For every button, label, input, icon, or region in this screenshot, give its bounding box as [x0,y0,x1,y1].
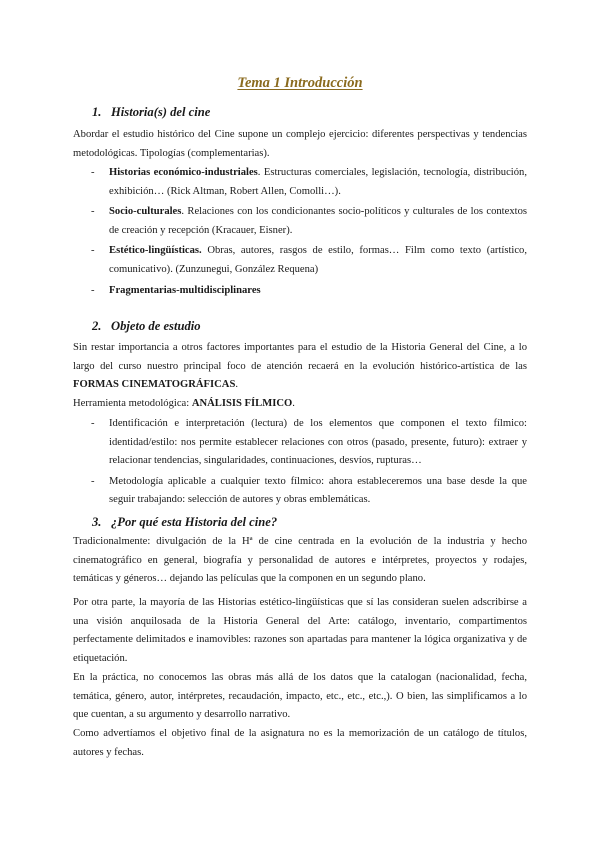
list-item: - Historias económico-industriales. Estructuras comerciales, legislación, tecnología, distribución, exhibición… (Rick Altman, Robert Allen, Comolli…). [91,167,527,197]
section-3-paragraph-4: Como advertíamos el objetivo final de la asignatura no es la memorización de un catálogo de títulos, autores y fechas. [73,728,527,758]
list-item: - Identificación e interpretación (lectura) de los elementos que componen el texto fílmico: identidad/estilo: nos permite establecer relaciones con otros (pasado, presente, futuro): extraer y relacionar tendencias, singularidades, continuaciones, desvíos, rupturas… [91,418,527,467]
formas-cinematograficas-text: FORMAS CINEMATOGRÁFICAS [73,379,236,391]
section-3-heading [92,513,277,531]
page-title: Tema 1 Introducción [237,75,363,91]
section-2-heading [92,317,201,335]
analisis-filmico-text: ANÁLISIS FÍLMICO [191,398,293,409]
section-1-heading [92,103,210,121]
list-item: - Fragmentarias-multidisciplinares [91,284,261,296]
list-item: - Estético-lingüísticas. Obras, autores, rasgos de estilo, formas… Film como texto (artístico, comunicativo). (Zunzunegui, González Requena) [91,245,527,275]
section-1-title: Historia(s) del cine [111,105,211,119]
list-item: - Socio-culturales. Relaciones con los condicionantes socio-políticos y culturales de los contextos de creación y recepción (Kracauer, Eisner). [91,206,527,236]
section-1-number: 1. [92,105,102,119]
section-3-paragraph-1: Tradicionalmente: divulgación de la Hª de cine centrada en la evolución de la industria y hecho cinematográfico en general, biografía y personalidad de autores e intérpretes, proyectos y rodajes, temáticas y géneros… dejando las películas que la componen en un segundo plano. [73,536,527,585]
section-2-list [73,415,527,510]
section-1-list [73,164,527,300]
list-item: - Metodología aplicable a cualquier texto fílmico: ahora estableceremos una base desde la que seguir trabajando: selección de autores y obras emblemáticas. [91,475,527,506]
section-2-paragraph: Sin restar importancia a otros factores importantes para el estudio de la Historia General del Cine, a lo largo del curso nuestro principal foco de atención recaerá en la evolución histórico-artística de las FORMAS CINEMATOGRÁFICAS. [73,342,527,391]
section-3-paragraph-2: Por otra parte, la mayoría de las Historias estético-lingüísticas que sí las consideran suelen adscribirse a una visión anquilosada de la Historia General del Arte: catálogo, inventario, compartimentos perfectamente delimitados e inamovibles: razones son apartadas para mantener la lógica organizativa y de etiquetación. [73,597,527,664]
section-2-number: 2. [92,319,102,333]
section-3-paragraph-3: En la práctica, no conocemos las obras más allá de los datos que la catalogan (nacionalidad, fecha, temática, género, autor, intérpretes, recaudación, impacto, etc., etc., etc.,). O bien, las simplificamos a lo que cuentan, a su argumento y desarrollo narrativo. [73,672,527,721]
section-1-intro: Abordar el estudio histórico del Cine supone un complejo ejercicio: diferentes perspectivas y tendencias metodológicas. Tipologías (complementarias). [73,129,527,159]
section-2-tool: Herramienta metodológica: ANÁLISIS FÍLMICO. [73,398,295,409]
section-2-title: Objeto de estudio [111,319,201,333]
section-3-title: ¿Por qué esta Historia del cine? [111,515,278,529]
section-3-number: 3. [92,515,102,529]
